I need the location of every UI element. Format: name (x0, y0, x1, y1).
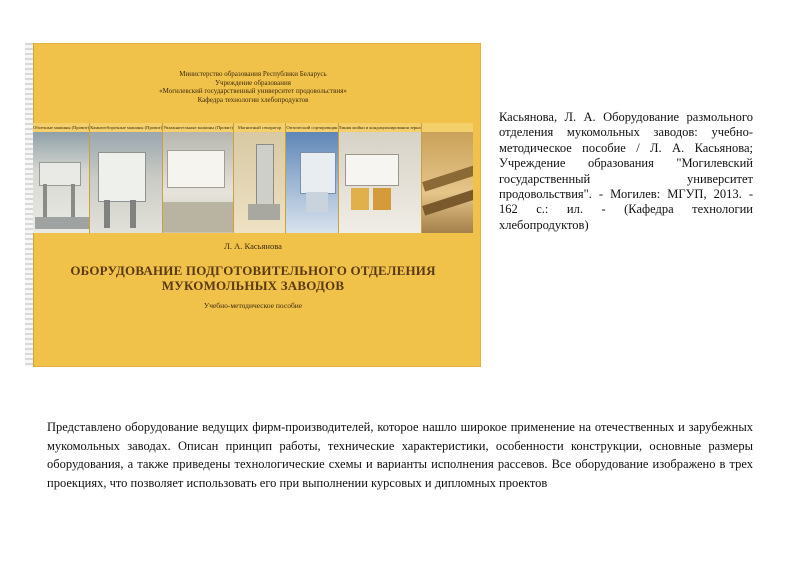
cover-photo (286, 123, 338, 233)
book-description: Представлено оборудование ведущих фирм-производителей, которое нашло широкое применение на отечественных и зарубежных мукомольных заводах. Описан принцип работы, технические характеристики, особенности конструкции, основные размеры оборудования, а также приведены технологические схемы и варианты исполнения рассевов. Все оборудование изображено в трех проекциях, что позволяет использовать его при выполнении курсовых и дипломных проектов (47, 420, 753, 490)
cover-photo-strip (33, 123, 473, 233)
cover-photo (163, 123, 234, 233)
cover-ministry: Министерство образования Республики Беларусь (179, 70, 327, 78)
machine-photo (33, 132, 89, 233)
cover-photo (234, 123, 286, 233)
cover-photo (33, 123, 90, 233)
cover-photo (422, 123, 473, 233)
machine-photo (163, 132, 233, 233)
machine-photo (339, 132, 421, 233)
photo-caption (422, 123, 473, 132)
machine-photo (90, 132, 162, 233)
cover-title-line-2: МУКОМОЛЬНЫХ ЗАВОДОВ (161, 278, 345, 293)
photo-caption: Магнитный сепаратор (234, 123, 285, 132)
cover-photo (339, 123, 422, 233)
cover-title-line-1: ОБОРУДОВАНИЕ ПОДГОТОВИТЕЛЬНОГО ОТДЕЛЕНИЯ (70, 263, 436, 278)
cover-photo (90, 123, 163, 233)
cover-department: Кафедра технологии хлебопродуктов (197, 95, 309, 104)
cover-author: Л. А. Касьянова (224, 241, 282, 251)
book-cover-image (25, 43, 481, 367)
photo-caption: Обоечные машины (Провит) (33, 125, 90, 130)
cover-title-block (25, 241, 481, 310)
machine-photo (422, 132, 473, 233)
bibliographic-citation: Касьянова, Л. А. Оборудование размольного отделения мукомольных заводов: учебно-методическое пособие / Л. А. Касьянова; Учреждение образования "Могилевский государственный университет продовольствия". - Могилев: МГУП, 2013. - 162 с.: ил. - (Кафедра технологии хлебопродуктов) (499, 110, 753, 232)
photo-caption: Камнеотборочные машины (Провит) (90, 125, 163, 130)
photo-caption: Увлажнительные машины (Провит) (163, 125, 233, 130)
cover-header (25, 70, 481, 104)
machine-photo (234, 132, 285, 233)
photo-caption: Оптический сортировщик (286, 125, 338, 130)
photo-caption: Линия мойки и кондиционирования зерна (338, 125, 421, 130)
cover-subtitle: Учебно-методическое пособие (203, 301, 303, 310)
cover-university: «Могилевский государственный университет продовольствия» (159, 87, 347, 95)
cover-institution-type: Учреждение образования (215, 78, 291, 87)
machine-photo (286, 132, 337, 233)
